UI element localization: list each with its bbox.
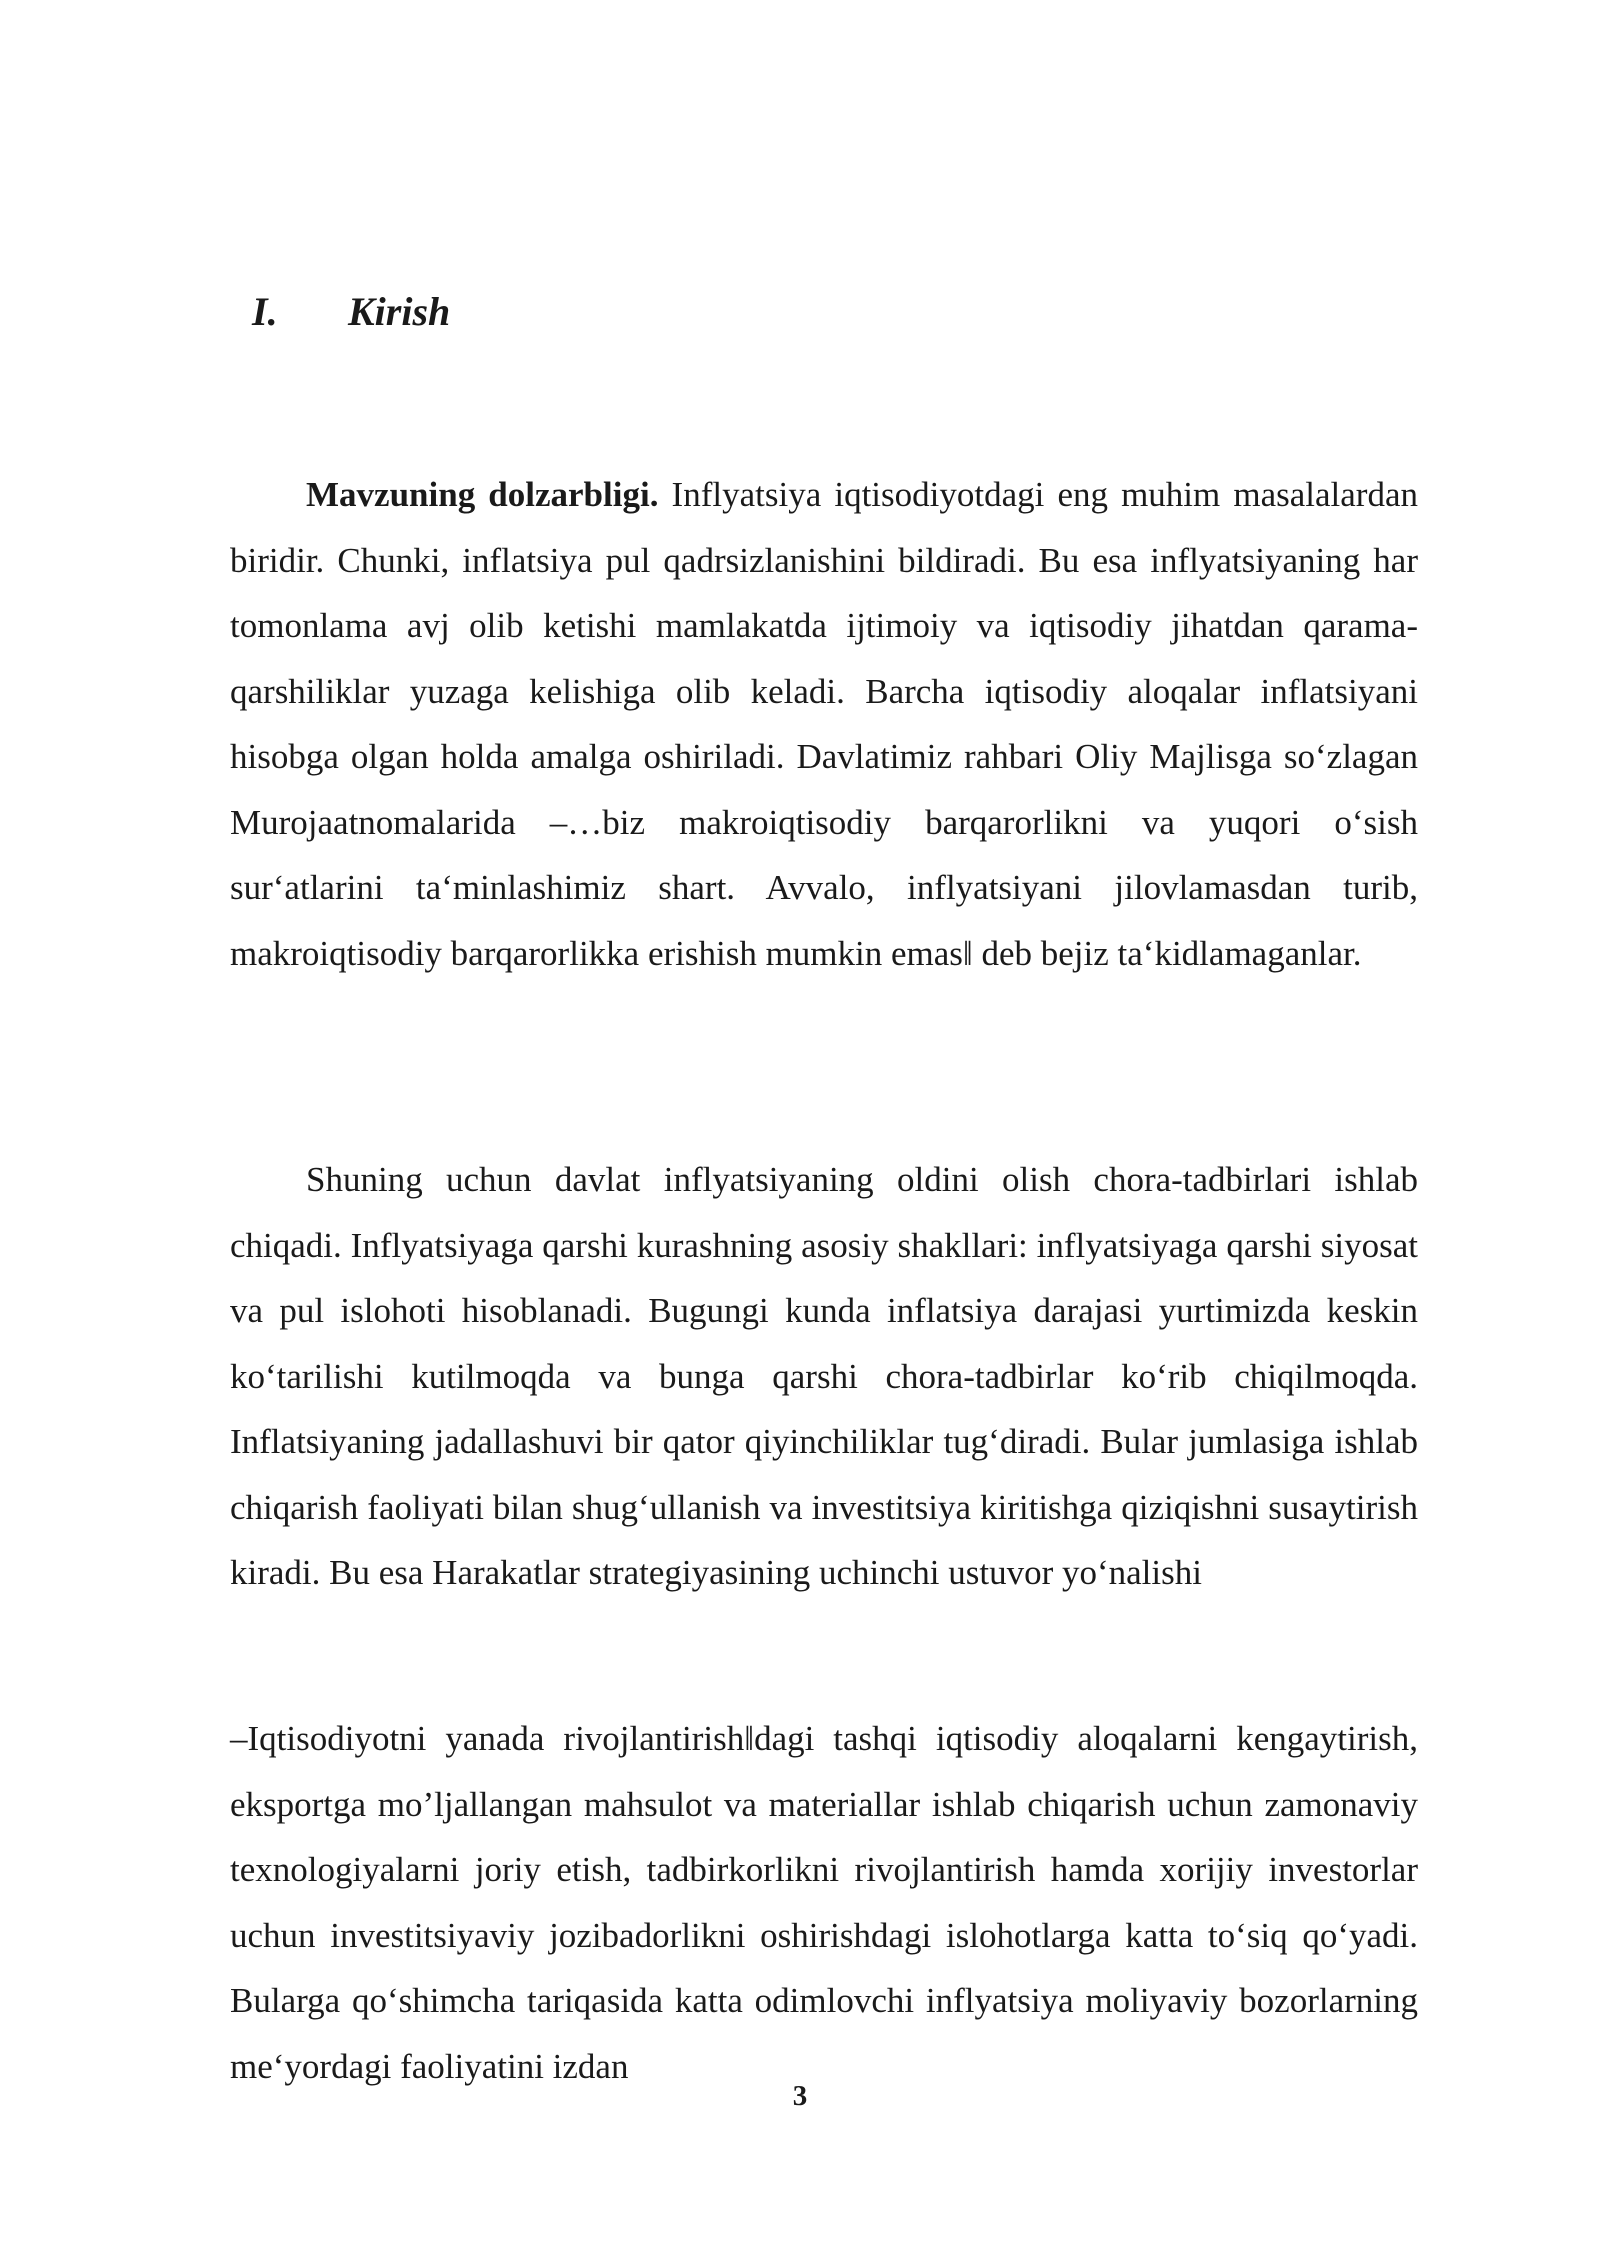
paragraph-lead: Mavzuning dolzarbligi.: [306, 475, 659, 514]
page-number: 3: [792, 2080, 808, 2112]
paragraph-strategy: [230, 1706, 1418, 2099]
section-number: I.: [252, 289, 278, 334]
section-heading: [252, 288, 450, 336]
paragraph-text: Shuning uchun davlat inflyatsiyaning oldini olish chora-tadbirlari ishlab chiqadi. Inflyatsiyaga qarshi kurashning asosiy shakllari: inflyatsiyaga qarshi siyosat va pul islohoti hisoblanadi. Bugungi kunda inflatsiya darajasi yurtimizda keskin ko‘tarilishi kutilmoqda va bunga qarshi chora-tadbirlar ko‘rib chiqilmoqda. Inflatsiyaning jadallashuvi bir qator qiyinchiliklar tug‘diradi. Bular jumlasiga ishlab chiqarish faoliyati bilan shug‘ullanish va investitsiya kiritishga qiziqishni susaytirish kiradi. Bu esa Harakatlar strategiyasining uchinchi ustuvor yo‘nalishi: [230, 1160, 1418, 1592]
paragraph-text: –Iqtisodiyotni yanada rivojlantirish‖dagi tashqi iqtisodiy aloqalarni kengaytirish, eksportga mo’ljallangan mahsulot va materiallar ishlab chiqarish uchun zamonaviy texnologiyalarni joriy etish, tadbirkorlikni rivojlantirish hamda xorijiy investorlar uchun investitsiyaviy jozibadorlikni oshirishdagi islohotlarga katta to‘siq qo‘yadi. Bularga qo‘shimcha tariqasida katta odimlovchi inflyatsiya moliyaviy bozorlarning me‘yordagi faoliyatini izdan: [230, 1719, 1418, 2086]
paragraph-policy: [230, 1147, 1418, 1606]
paragraph-text: Inflyatsiya iqtisodiyotdagi eng muhim masalalardan biridir. Chunki, inflatsiya pul qadrsizlanishini bildiradi. Bu esa inflyatsiyaning har tomonlama avj olib ketishi mamlakatda ijtimoiy va iqtisodiy jihatdan qarama- qarshiliklar yuzaga kelishiga olib keladi. Barcha iqtisodiy aloqalar inflatsiyani hisobga olgan holda amalga oshiriladi. Davlatimiz rahbari Oliy Majlisga so‘zlagan Murojaatnomalarida –…biz makroiqtisodiy barqarorlikni va yuqori o‘sish sur‘atlarini ta‘minlashimiz shart. Avvalo, inflyatsiyani jilovlamasdan turib, makroiqtisodiy barqarorlikka erishish mumkin emas‖ deb bejiz ta‘kidlamaganlar.: [230, 475, 1418, 973]
paragraph-relevance: [230, 462, 1418, 986]
section-title: Kirish: [348, 289, 451, 334]
